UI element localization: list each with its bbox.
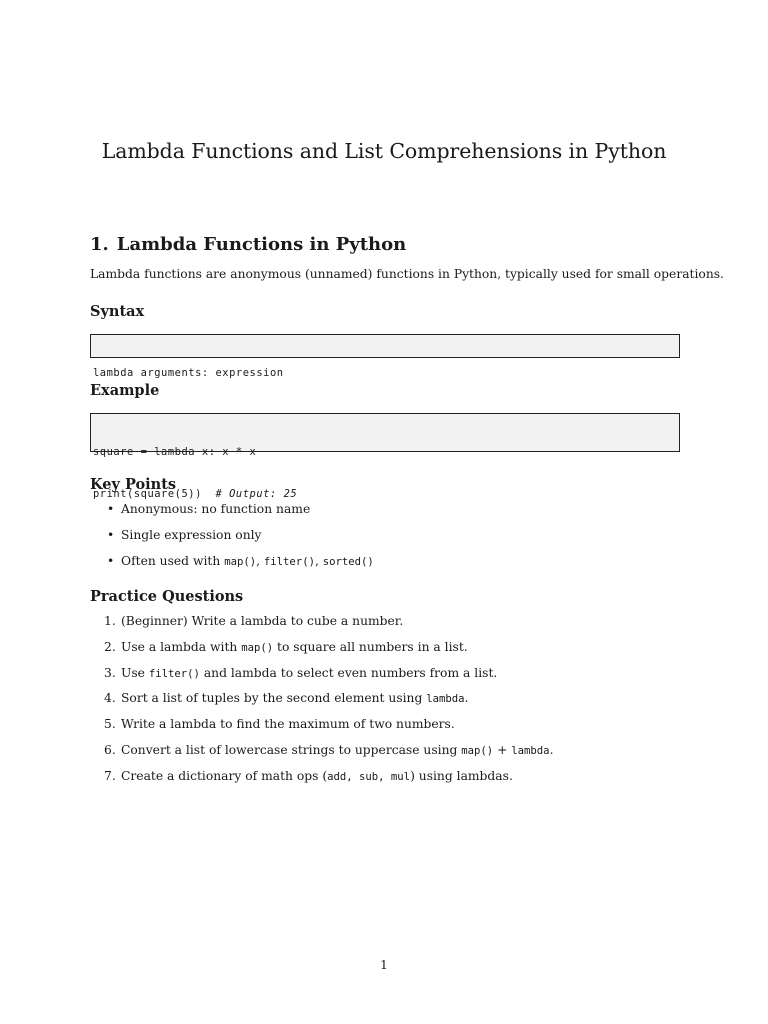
inline-code: map()	[241, 641, 274, 654]
question-text: Use	[121, 665, 149, 680]
list-item-text: Often used with	[121, 554, 225, 568]
question-number: 7.	[104, 768, 116, 783]
question-item	[90, 665, 554, 691]
question-item	[90, 639, 554, 665]
bullet-icon: •	[107, 528, 115, 542]
example-code-call: print(square(5))	[93, 488, 216, 500]
question-number: 1.	[104, 614, 116, 628]
intro-paragraph: Lambda functions are anonymous (unnamed) functions in Python, typically used for small operations.	[90, 267, 724, 281]
list-item-text: Single expression only	[121, 528, 262, 542]
question-text: ) using lambdas.	[410, 768, 513, 783]
section-title-text: Lambda Functions in Python	[116, 234, 407, 255]
example-code-comment: # Output: 25	[215, 488, 298, 500]
syntax-code-line: lambda arguments: expression	[93, 367, 284, 379]
example-code-line-1: square = lambda x: x * x	[93, 446, 257, 458]
question-item	[90, 613, 554, 639]
syntax-heading: Syntax	[90, 303, 145, 320]
inline-code: filter()	[263, 556, 315, 568]
separator: ,	[314, 554, 323, 568]
syntax-code-block	[90, 334, 680, 379]
section-number: 1.	[90, 234, 109, 255]
list-item	[90, 501, 374, 527]
practice-questions-list	[90, 613, 554, 794]
question-text: and lambda to select even numbers from a list.	[199, 665, 498, 680]
inline-code: lambda	[426, 693, 465, 706]
question-text: Convert a list of lowercase strings to uppercase using	[121, 742, 462, 757]
question-number: 5.	[104, 717, 116, 732]
key-points-list	[90, 501, 374, 579]
inline-code: filter()	[148, 667, 200, 680]
section-heading	[90, 234, 406, 255]
inline-code: lambda	[511, 744, 550, 757]
list-item	[90, 527, 374, 553]
question-item	[90, 690, 554, 716]
question-text: Write a lambda to find the maximum of two numbers.	[121, 717, 455, 732]
list-item-text: Anonymous: no function name	[121, 502, 311, 516]
separator: ,	[256, 554, 264, 568]
example-code-line-2	[93, 487, 679, 501]
example-heading: Example	[90, 382, 160, 399]
question-number: 4.	[104, 691, 116, 706]
page-number: 1	[380, 958, 388, 972]
list-item	[90, 553, 374, 579]
question-number: 3.	[104, 665, 116, 680]
question-text: .	[464, 691, 469, 706]
question-item	[90, 716, 554, 742]
bullet-icon: •	[107, 554, 115, 568]
inline-code: add, sub, mul	[327, 770, 411, 783]
practice-questions-heading: Practice Questions	[90, 588, 244, 605]
question-text: to square all numbers in a list.	[273, 639, 468, 654]
question-text: (Beginner) Write a lambda to cube a number.	[121, 614, 404, 628]
question-text: Use a lambda with	[121, 639, 242, 654]
inline-code: map()	[461, 744, 494, 757]
question-item	[90, 742, 554, 768]
inline-code: sorted()	[322, 556, 374, 568]
question-text: Sort a list of tuples by the second element using	[121, 691, 427, 706]
question-text: .	[549, 742, 554, 757]
document-title: Lambda Functions and List Comprehensions in Python	[101, 139, 667, 163]
key-points-heading: Key Points	[90, 476, 177, 493]
question-text: +	[493, 742, 512, 757]
question-text: Create a dictionary of math ops (	[121, 768, 328, 783]
bullet-icon: •	[107, 502, 115, 516]
question-number: 2.	[104, 639, 116, 654]
question-number: 6.	[104, 742, 116, 757]
inline-code: map()	[224, 556, 257, 568]
question-item	[90, 768, 554, 794]
